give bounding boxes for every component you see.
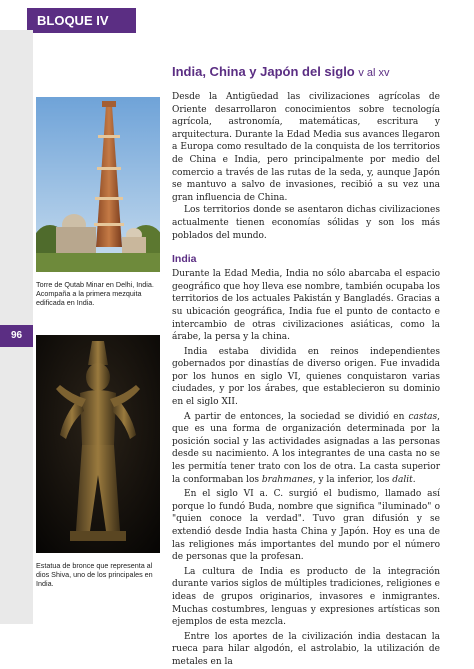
term-dalit: dalit [392,474,413,485]
page-title [172,64,440,81]
article [172,64,440,669]
figure-caption: Torre de Qutab Minar en Delhi, India. Acompaña a la primera mezquita edificada en India. [36,280,154,307]
paragraph: La cultura de India es producto de la integración durante varios siglos de múltiples tradiciones, religiones e ideas de grupos originarios, invasores e inmigrantes. Muchas costumbres, lenguas y expresiones artísticas son ejemplos de esta mezcla. [172,566,440,628]
qutab-minar-photo [36,97,160,272]
text-run: A partir de entonces, la sociedad se dividió en [184,411,409,422]
term-brahmanes: brahmanes [261,474,313,485]
shiva-statue-photo [36,335,160,553]
paragraph: En el siglo VI a. C. surgió el budismo, llamado así porque lo fundó Buda, nombre que significa "iluminado" o "quien conoce la verdad". Tuvo gran difusión y se extendió desde India hasta China y Japón. Hoy es una de las religiones más importantes del mundo por el número de personas que la profesan. [172,489,440,563]
text-run: , que es una forma de organización determinada por la posición social y las actividades asignadas a las personas desde su nacimiento. A los integrantes de una casta no se les permitía tener trato con los de otra. La casta superior la conformaban los [172,411,440,485]
text-run: . [412,474,416,485]
section-heading-india: India [172,253,197,266]
paragraph: Desde la Antigüedad las civilizaciones agrícolas de Oriente desarrollaron conocimientos sobre tecnología agrícola, astronomía, matemáticas, escritura y arquitectura. Durante la Edad Media sus avances llegaron a Europa como resultado de la conquista de los territorios de China e India, pero principalmente por medio del comercio a través de las rutas de la seda, y, aunque Japón se mantuvo a salvo de invasiones, recibió a su vez una gran influencia de China. [172,92,440,203]
paragraph: Los territorios donde se asentaron dichas civilizaciones actualmente tienen economías sólidas y son los más poblados del mundo. [172,205,440,241]
text-run: , y la inferior, los [312,474,393,485]
title-text: India, China y Japón del siglo [172,64,359,79]
paragraph: Entre los aportes de la civilización india destacan la rueca para hilar algodón, el astrolabio, la utilización de metales en la [172,631,440,667]
paragraph [172,411,440,487]
page-number: 96 [0,325,33,347]
paragraph: Durante la Edad Media, India no sólo abarcaba el espacio geográfico que hoy lleva ese nombre, también ocupaba los territorios de los actuales Pakistán y Bangladés. Gracias a su ubicación geográfica, India fue el punto de contacto e intercambio de otras civilizaciones asiáticas, como la árabe, la persa y la china. [172,269,440,343]
figure-caption: Estatua de bronce que representa al dios Shiva, uno de los principales en India. [36,561,153,588]
block-label: BLOQUE IV [27,8,136,33]
title-centuries: v al xv [358,67,390,79]
statue-photo-icon [36,335,160,553]
term-castas: castas [408,411,438,422]
tower-photo-icon [36,97,160,272]
paragraph: India estaba dividida en reinos independientes gobernados por dinastías de diverso origen. Fue invadida por los hunos en siglo VI, quienes conquistaron varias ciudades, y por los árabes, que establecieron su dominio en el siglo XII. [172,346,440,408]
